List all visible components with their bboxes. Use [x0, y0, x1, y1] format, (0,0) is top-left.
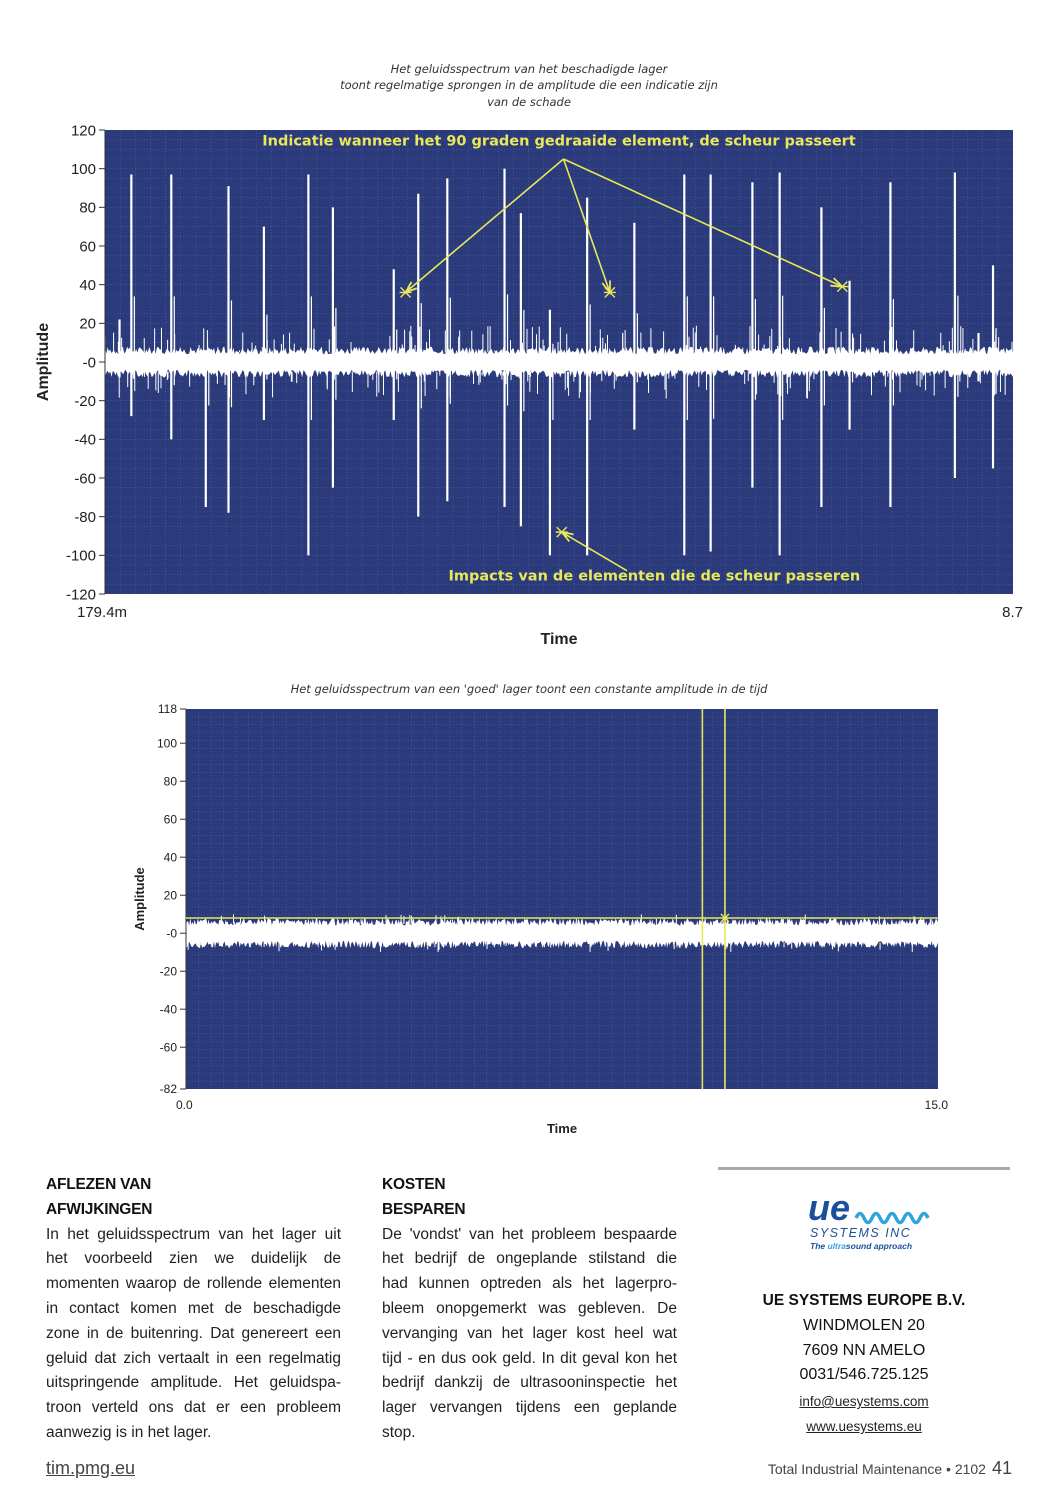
footer-site-link[interactable]: tim.pmg.eu [46, 1458, 136, 1478]
y-tick-label: 120 [70, 122, 96, 140]
heading-line: KOSTEN [382, 1176, 446, 1193]
body-text [382, 1223, 677, 1446]
y-tick-label: 60 [163, 812, 177, 827]
x-axis-title: Time [546, 1121, 578, 1136]
damaged-bearing-chart [30, 118, 1030, 658]
text-line: zone in de buitenring. Dat genereert een [46, 1324, 341, 1342]
caption-line: toont regelmatige sprongen in de amplitude die een indicatie zijn [340, 78, 718, 93]
magazine-title: Total Industrial Maintenance • 2102 [767, 1461, 986, 1477]
company-name: UE SYSTEMS EUROPE B.V. [762, 1292, 966, 1309]
y-tick-label: 20 [163, 888, 177, 903]
section-heading [382, 1173, 677, 1223]
y-tick-label: 100 [156, 736, 177, 751]
chart-caption-top [0, 61, 1058, 110]
text-line: het voorbeeld zien we duidelijk de [46, 1250, 341, 1268]
y-tick-label: -0 [166, 926, 177, 941]
y-tick-label: 80 [79, 199, 96, 217]
y-tick-label: -40 [74, 431, 96, 449]
email-row [718, 1393, 1010, 1411]
caption-line: van de schade [487, 94, 571, 109]
y-tick-label: -60 [159, 1040, 177, 1055]
y-tick-label: 40 [79, 276, 96, 294]
text-line: uitspringende amplitude. Het geluidspa- [46, 1374, 341, 1392]
ue-systems-logo [804, 1190, 934, 1260]
x-tick-label: 179.4m [77, 604, 128, 621]
logo-wave-icon [856, 1214, 928, 1223]
y-tick-label: 100 [70, 160, 96, 178]
text-line: tijd - en dus ook geld. In dit geval kon het [382, 1349, 677, 1367]
text-line: troon verteld ons dat er een probleem [46, 1399, 341, 1417]
good-bearing-chart [120, 700, 960, 1140]
y-tick-label: -40 [159, 1002, 177, 1017]
y-tick-label: 40 [163, 850, 177, 865]
annotation-label: Impacts van de elementen die de scheur passeren [448, 568, 861, 585]
text-line: De 'vondst' van het probleem bespaarde [382, 1225, 677, 1243]
text-line: bedrijf dankzij de ultrasooninspectie het [382, 1374, 677, 1392]
address-city: 7609 NN AMELO [802, 1342, 926, 1359]
phone-number: 0031/546.725.125 [799, 1366, 929, 1383]
y-axis-title: Amplitude [132, 867, 147, 931]
y-tick-label: 60 [79, 238, 96, 256]
y-tick-label: -20 [74, 392, 96, 410]
text-line: vervanging van het lager kost heel wat [382, 1324, 677, 1342]
web-row [718, 1418, 1010, 1436]
text-line: In het geluidsspectrum van het lager uit [46, 1225, 341, 1243]
caption-line: Het geluidsspectrum van het beschadigde lager [390, 62, 668, 76]
text-line: stop. [382, 1423, 416, 1441]
y-tick-label: -0 [82, 354, 96, 372]
page-number: 41 [991, 1458, 1012, 1478]
y-tick-label: -80 [74, 508, 96, 526]
y-tick-label: -60 [74, 470, 96, 488]
text-line: aanwezig is in het lager. [46, 1423, 212, 1441]
divider [718, 1167, 1010, 1170]
y-axis-title: Amplitude [35, 322, 52, 402]
text-line: lager vervangen tijdens een geplande [382, 1399, 677, 1417]
y-tick-label: 80 [163, 774, 177, 789]
y-tick-label: 118 [157, 702, 177, 717]
footer-magazine [768, 1458, 1012, 1479]
x-tick-label: 8.7 [1002, 604, 1023, 621]
website-link[interactable]: www.uesystems.eu [806, 1419, 922, 1434]
middle-column [382, 1173, 677, 1446]
y-tick-label: 20 [79, 315, 96, 333]
heading-line: AFLEZEN VAN [46, 1176, 152, 1193]
y-tick-label: -100 [65, 547, 96, 565]
y-tick-label: -120 [65, 586, 96, 604]
left-column [46, 1173, 341, 1446]
x-tick-label: 0.0 [176, 1098, 193, 1112]
x-tick-label: 15.0 [924, 1098, 948, 1112]
text-line: bleem onopgemerkt was gebleven. De [382, 1299, 677, 1317]
logo-systems: SYSTEMS INC [810, 1226, 912, 1240]
chart-caption-bottom: Het geluidsspectrum van een 'goed' lager toont een constante amplitude in de tijd [290, 682, 768, 696]
section-heading [46, 1173, 341, 1223]
annotation-label: Indicatie wanneer het 90 graden gedraaide element, de scheur passeert [262, 133, 856, 150]
text-line: had kunnen optreden als het lagerpro- [382, 1275, 677, 1293]
y-tick-label: -20 [159, 964, 177, 979]
heading-line: AFWIJKINGEN [46, 1200, 153, 1218]
heading-line: BESPAREN [382, 1200, 466, 1218]
email-link[interactable]: info@uesystems.com [799, 1394, 929, 1409]
body-text [46, 1223, 341, 1446]
address-street: WINDMOLEN 20 [803, 1317, 925, 1334]
logo-wordmark: ue [808, 1190, 851, 1228]
y-tick-label: -82 [159, 1082, 177, 1097]
text-line: het bedrijf de ongeplande stilstand die [382, 1250, 677, 1268]
text-line: momenten waarop de rollende elementen [46, 1275, 341, 1293]
text-line: geluid dat zich vertaalt in een regelmatig [46, 1349, 341, 1367]
x-axis-title: Time [540, 631, 578, 648]
text-line: in contact komen met de beschadigde [46, 1299, 341, 1317]
logo-tagline: The ultrasound approach [810, 1241, 913, 1251]
signal-band [105, 347, 1013, 378]
